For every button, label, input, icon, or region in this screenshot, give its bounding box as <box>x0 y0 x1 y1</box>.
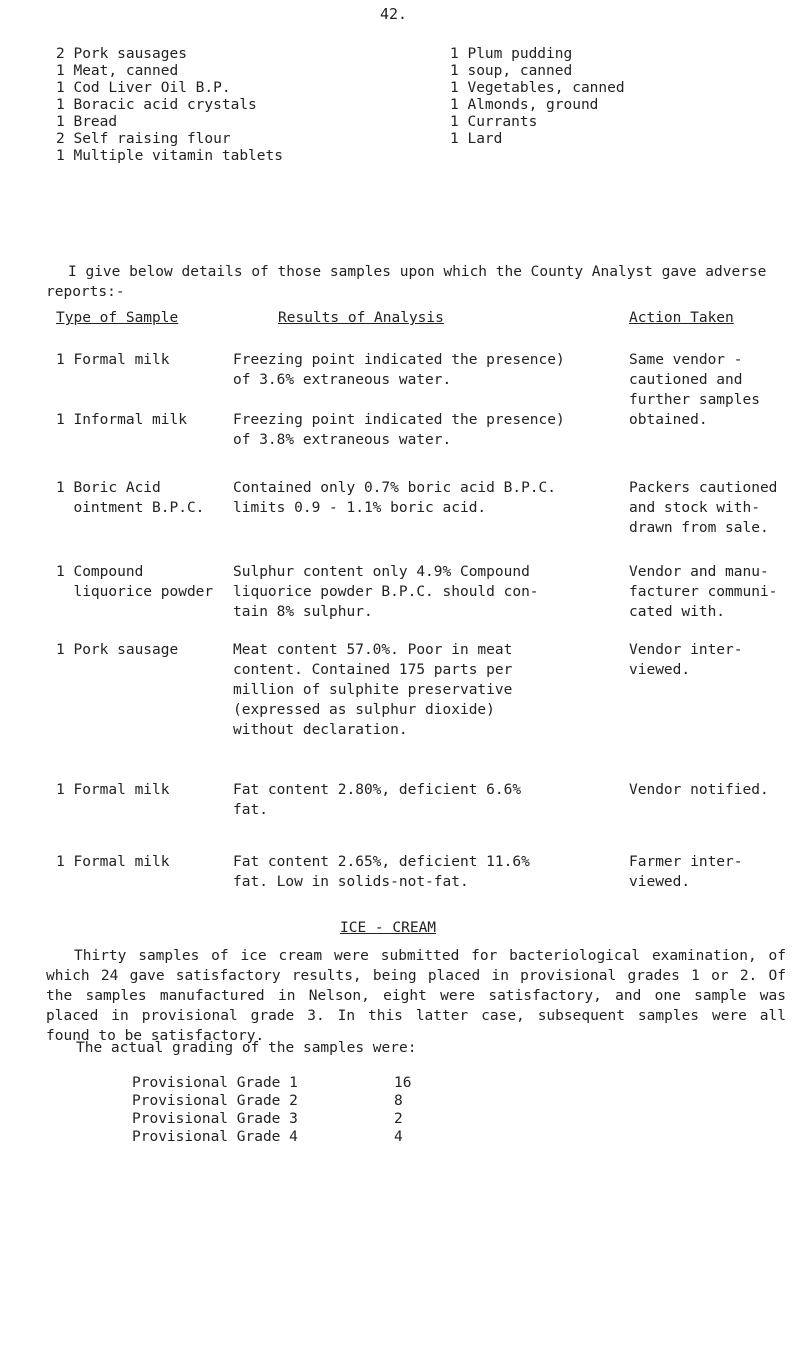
table-row-type: 1 Compound liquorice powder <box>56 564 214 600</box>
grading-intro: The actual grading of the samples were: <box>76 1040 417 1056</box>
table-row-action: Vendor and manu- facturer communi- cated with. <box>629 564 778 620</box>
table-row-results: Fat content 2.80%, deficient 6.6% fat. <box>233 782 522 818</box>
list-item: 1 Lard <box>450 131 503 147</box>
table-row-action: Vendor notified. <box>629 782 769 798</box>
list-item: 1 soup, canned <box>450 63 573 79</box>
table-row-type: 1 Formal milk <box>56 782 170 798</box>
list-item: 1 Vegetables, canned <box>450 80 625 96</box>
table-row-type: 1 Pork sausage <box>56 642 179 658</box>
table-row-type: 1 Boric Acid ointment B.P.C. <box>56 480 205 516</box>
intro-paragraph: I give below details of those samples upon which the County Analyst gave adverse reports:- <box>46 264 767 300</box>
table-row-action: Same vendor - cautioned and further samples obtained. <box>629 352 760 428</box>
table-row-action: Vendor inter- viewed. <box>629 642 743 678</box>
samples-list-right <box>450 46 801 148</box>
table-row-type: 1 Formal milk <box>56 854 170 870</box>
list-item <box>132 1110 434 1128</box>
table-row-action: Packers cautioned and stock with- drawn from sale. <box>629 480 778 536</box>
list-item: 1 Currants <box>450 114 538 130</box>
table-row-results: Freezing point indicated the presence) of 3.8% extraneous water. <box>233 412 565 448</box>
grade-count: 16 <box>394 1075 412 1091</box>
header-type-of-sample: Type of Sample <box>56 310 179 326</box>
table-row-type: 1 Informal milk <box>56 412 187 428</box>
table-row-results: Sulphur content only 4.9% Compound liquorice powder B.P.C. should con- tain 8% sulphur. <box>233 564 539 620</box>
grade-count: 2 <box>394 1111 403 1127</box>
list-item: 1 Plum pudding <box>450 46 573 62</box>
page-number: 42. <box>380 5 408 23</box>
table-row-results: Fat content 2.65%, deficient 11.6% fat. Low in solids-not-fat. <box>233 854 530 890</box>
table-row-type: 1 Formal milk <box>56 352 170 368</box>
table-row-results: Contained only 0.7% boric acid B.P.C. limits 0.9 - 1.1% boric acid. <box>233 480 557 516</box>
list-item: 1 Cod Liver Oil B.P. <box>56 80 231 96</box>
grade-label: Provisional Grade 2 <box>132 1093 298 1109</box>
grade-label: Provisional Grade 4 <box>132 1129 298 1145</box>
samples-list-left <box>56 46 416 165</box>
grade-label: Provisional Grade 3 <box>132 1111 298 1127</box>
grade-count: 4 <box>394 1129 403 1145</box>
list-item: 1 Almonds, ground <box>450 97 599 113</box>
list-item: 1 Meat, canned <box>56 63 179 79</box>
header-action-taken: Action Taken <box>629 310 734 326</box>
table-row-results: Meat content 57.0%. Poor in meat content. Contained 175 parts per million of sulphite preservative (expressed as sulphur dioxide) without declaration. <box>233 642 513 738</box>
list-item: 1 Bread <box>56 114 118 130</box>
list-item: 2 Self raising flour <box>56 131 231 147</box>
grade-label: Provisional Grade 1 <box>132 1075 298 1091</box>
table-row-results: Freezing point indicated the presence) of 3.6% extraneous water. <box>233 352 565 388</box>
list-item: 1 Multiple vitamin tablets <box>56 148 283 164</box>
header-results-of-analysis: Results of Analysis <box>278 310 444 326</box>
table-row-action: Farmer inter- viewed. <box>629 854 743 890</box>
section-title-ice-cream: ICE - CREAM <box>340 920 437 936</box>
list-item: 2 Pork sausages <box>56 46 187 62</box>
list-item <box>132 1074 434 1092</box>
grade-count: 8 <box>394 1093 403 1109</box>
list-item <box>132 1092 434 1110</box>
grades-list <box>132 1074 434 1146</box>
list-item <box>132 1128 434 1146</box>
list-item: 1 Boracic acid crystals <box>56 97 257 113</box>
ice-cream-paragraph: Thirty samples of ice cream were submitted for bacteriological examination, of which 24 gave satisfactory results, being placed in provisional grades 1 or 2. Of the samples manufactured in Nelson, eight were satisfactory, and one sample was placed in provisional grade 3. In this latter case, subsequent samples were all found to be satisfactory. <box>46 948 786 1044</box>
